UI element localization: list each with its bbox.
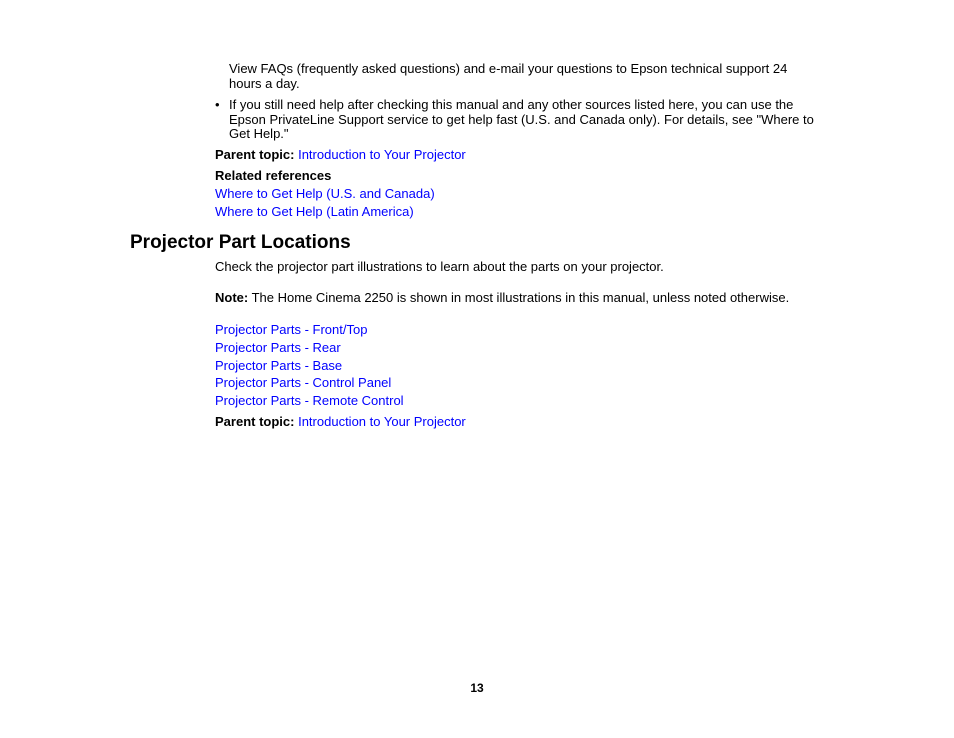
parent-topic-label: Parent topic: <box>215 147 295 162</box>
link-projector-parts-front-top[interactable]: Projector Parts - Front/Top <box>215 322 368 337</box>
intro-paragraph: View FAQs (frequently asked questions) and e-mail your questions to Epson technical support 24 hours a day. <box>229 61 788 91</box>
parent-topic-label-2: Parent topic: <box>215 414 295 429</box>
link-projector-parts-rear[interactable]: Projector Parts - Rear <box>215 340 341 355</box>
bullet-marker: • <box>215 97 220 112</box>
parent-topic-row <box>215 148 466 163</box>
note-text: The Home Cinema 2250 is shown in most illustrations in this manual, unless noted otherwise. <box>251 290 790 305</box>
page-number: 13 <box>470 681 484 695</box>
link-projector-parts-control-panel[interactable]: Projector Parts - Control Panel <box>215 375 392 390</box>
section-heading: Projector Part Locations <box>130 232 351 253</box>
note-paragraph <box>215 291 789 306</box>
parent-topic-row-2 <box>215 415 466 430</box>
note-label: Note: <box>215 290 249 305</box>
parent-topic-link-2[interactable]: Introduction to Your Projector <box>298 414 466 429</box>
bullet-paragraph: If you still need help after checking this manual and any other sources listed here, you can use the Epson PrivateLine Support service to get help fast (U.S. and Canada only). For details, see "Where to Get Help." <box>229 97 814 141</box>
related-references-heading: Related references <box>215 168 332 183</box>
link-where-to-get-help-us-canada[interactable]: Where to Get Help (U.S. and Canada) <box>215 186 435 201</box>
section-description: Check the projector part illustrations to learn about the parts on your projector. <box>215 259 664 274</box>
link-where-to-get-help-latin-america[interactable]: Where to Get Help (Latin America) <box>215 204 414 219</box>
link-projector-parts-base[interactable]: Projector Parts - Base <box>215 358 343 373</box>
link-projector-parts-remote-control[interactable]: Projector Parts - Remote Control <box>215 393 404 408</box>
parent-topic-link[interactable]: Introduction to Your Projector <box>298 147 466 162</box>
